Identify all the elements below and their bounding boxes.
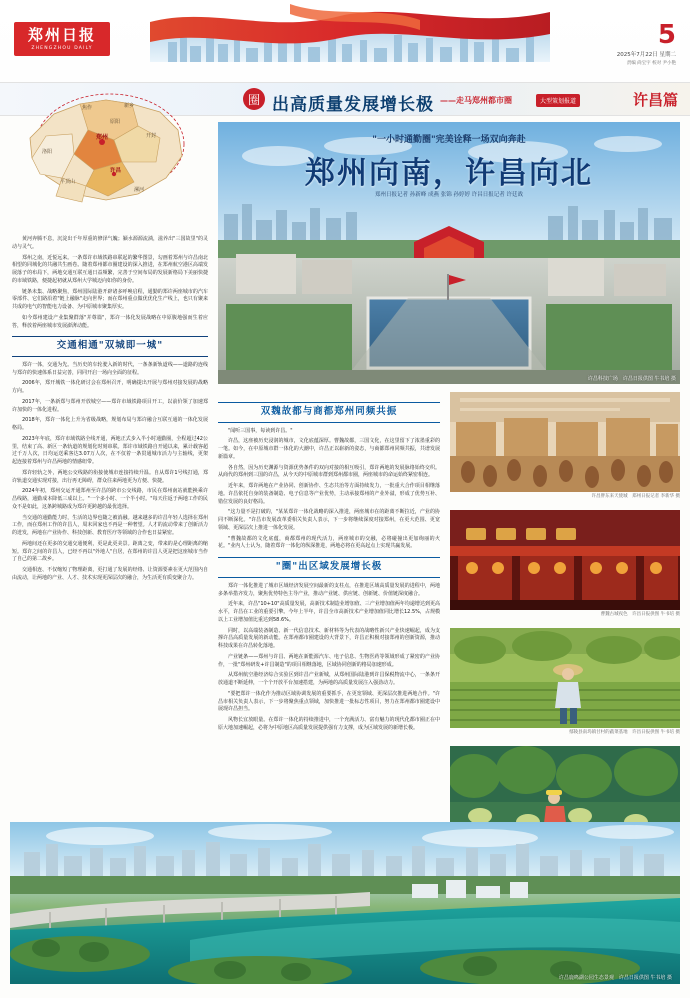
article-column-1 (12, 236, 208, 816)
hero-byline: 郑州日报记者 孙新峰 成燕 张锦 孙婷婷 许昌日报记者 许廷战 (375, 192, 523, 198)
col2-s2-para-3: 产业链条——郑州与许昌、两地在新能源汽车、电子信息、生物医药等领域形成了紧密的产业协作，一批"郑州研发+许昌制造"的项目相继落地，区域协同创新的格局加速形成。 (218, 653, 440, 668)
photo-xuchang-pangdonglai (450, 392, 680, 500)
panorama-photo (10, 822, 680, 984)
col2-s2-para-2: 同时，以高端装备制造、新一代信息技术、新材料等为代表的战略性新兴产业快速崛起，成为支撑许昌高质量发展的新动能。在郑州都市圈建设的大背景下，许昌正积极对接郑州的创新资源，推动科技成果在许昌转化落地。 (218, 627, 440, 650)
col2-s1-para-1: 许昌，这座被历史浸润的城市，文化底蕴深厚。曹魏故都，三国文化，在这里留下了浓墨重彩的一笔。如今，在中原城市群一体化的大潮中，许昌正以崭新的姿态，与商都郑州同频共振，共谱发展新篇章。 (218, 438, 440, 460)
col2-s1-para-2: 各自然，因为历史渊源与资源优势条件的双向对接的相互吸引，郑许两地的发展脉络始终交织。从商代的郑州到三国的许昌，从今天的中原城市群到郑州都市圈，两座城市的命运始终紧密相连。 (218, 464, 440, 479)
col2-s2-para-5: "要把郑许一体化作为推动区域协调发展的重要抓手，在更宽领域、更深层次推进两地合作。"许昌市相关负责人表示，下一步将聚焦重点领域，加快推进一批标志性项目，努力在郑州都市圈建设中展现许昌担当。 (218, 690, 440, 713)
article-column-2 (218, 396, 440, 816)
publication-date: 2025年7月22日 星期二 (616, 52, 676, 58)
col1-sec-para-3: 2018年，郑许一体化上升为省级战略，规划布局与郑许融合互联互通的一体化发展格局。 (12, 417, 208, 432)
newspaper-name-en: ZHENGZHOU DAILY (31, 45, 93, 51)
photo-yanling-vegetable-base (450, 628, 680, 736)
col2-s1-para-0: "闻听三国事，每读到许昌。" (228, 427, 293, 434)
map-label-xinxiang: 新乡 (124, 103, 135, 109)
masthead (0, 0, 690, 82)
col2-section2-title: "圈"出区域发展增长极 (218, 557, 440, 578)
col2-section1-title: 双魏故都与商都郑州同频共振 (218, 402, 440, 423)
map-label-xuchang: 许昌 (110, 168, 122, 174)
map-label-yuanyang: 原阳 (110, 119, 121, 125)
map-label-jiaozuo: 焦作 (82, 105, 93, 111)
hero-caption: 许昌科技广场 许昌日报供图 牛书培 摄 (587, 376, 676, 382)
col1-sec-para-5: 郑许轻轨之外，两地公交线路的衔接使城市连接持续升温。自从郑许1号线打通，郑许轨道交通实现对接，出行再无障碍，群众往来两地更为方便、快捷。 (12, 469, 208, 484)
map-label-pingdingshan: 平顶山 (60, 179, 76, 185)
editor-line: 责编 尚宝宇 校对 尹小艳 (626, 61, 676, 66)
banner-edition: 许昌篇 (632, 91, 678, 109)
col2-s2-para-4: 从郑州航空港经济综合实验区到许昌产业新城，从郑州国际陆港到许昌保税物流中心，一条条开放通道不断延伸，一个个开放平台加速搭建，为两地的高质量发展注入强劲动力。 (218, 672, 440, 687)
hero-kicker: "一小时通勤圈"完美诠释一场双向奔赴 (372, 135, 526, 145)
region-map (10, 78, 210, 218)
map-label-zhengzhou: 郑州 (96, 134, 109, 141)
map-label-luohe: 漯河 (134, 187, 145, 193)
col1-section-title: 交通相通"双城即一城" (12, 336, 208, 357)
col1-sec-para-2: 2017年，一条新郑与郑州开放城空——郑许市域铁路项目开工，以前价领了加速郑许加快的一体化进程。 (12, 398, 208, 413)
hero-title: 郑州向南，许昌向北 (305, 156, 593, 191)
col2-s2-para-1: 近年来，许昌"10+10"高质量发展，高新技术制造业增加值、三产业增加值两年均递增达到更高水平，许昌在工业的重要引擎。今年上半年，许昌全市高新技术产业增加值同比增长12.5%，占规模以上工业增加值比重达到58.6%。 (218, 601, 440, 623)
col1-sec-para-1: 2006年，郑开城铁一体化研讨会在郑州召开，明确提出开展与郑州对接发展的战略方向。 (12, 380, 208, 395)
photo-caowei-ancient-city (450, 510, 680, 618)
hero-photo (218, 122, 680, 384)
col2-s2-para-0: 郑许一体化推进了城市区域经济发展空间最新的支柱点，在推进区域高质量发展的进程中，两地多条举措齐发力，聚焦优势特色主导产业，推动产业链、供应链、创新链、价值链深度融合。 (218, 582, 440, 597)
col1-sec-para-8: 两地间还在更多的交通交通便利，更是此更美景。距离之变，带来的是心理距离的缩短。郑许之间的许昌人，已经不再以"外地人"自居，在郑州的许昌人更是把这座城市当作了自己的第二故乡。 (12, 540, 208, 563)
col2-s1-para-5: "曹魏故都的文化底蕴，商都郑州的现代活力，两座城市的交融，必将碰撞出更加绚丽的火花。"业内人士认为，随着郑许一体化的纵深推进，两地必将在更高起点上实现共赢发展。 (218, 535, 440, 550)
photo-2-caption: 曹魏古城夜色 许昌日报供图 牛书培 摄 (600, 612, 680, 617)
col1-sec-para-6: 2024年初，郑州交运开通郑州至许昌的跨市公交线路，市民在郑州南站就能换乘许昌线路，通勤成本降低三成以上。"一个多小时、一个半小时。"每天往返于两地工作的民众不是如此，这条跨城路成为郑许更跨越的最优选择。 (12, 488, 208, 510)
photo-3-caption: 鄢陵县南坞镇甘村的蔬菜基地 许昌日报供图 牛书培 摄 (569, 730, 680, 735)
newspaper-name-cn: 郑州日报 (27, 26, 96, 45)
col2-s2-para-6: 风物长宜放眼量。在郑许一体化的持续推进中，一个充满活力、富有魅力的现代化都市圈正在中原大地加速崛起，必将为中原地区高质量发展提供强有力支撑，成为区域发展的新增长极。 (218, 717, 440, 731)
panorama-caption: 许昌鹿鸣湖公园生态景观 许昌日报供图 牛书培 摄 (558, 975, 672, 981)
col1-sec-para-7: 当交通的通勤能力时，生活的边界也随之被消融。越来越多的许昌年轻人选择在郑州工作，而在郑州工作的许昌人，周末回家也不再是一种奢望。人才的流动带来了创新活力的迸发，两地在产业协作、科技创新、教育医疗等领域的合作也日益紧密。 (12, 514, 208, 537)
banner-title: 出高质量发展增长极 (272, 95, 434, 115)
banner-tag: 大型策划报道 (536, 94, 580, 107)
page-number: 5 (657, 20, 676, 50)
col1-sec-para-4: 2023年年底，郑许市域铁路全线开通，两地正式步入半小时通勤圈，全程超过42公里，结束了高、新区一条轨道的规划化时刻串联。郑许市域铁路自开通以来，累计载客超过千万人次，日均运送乘客达3.07万人次，在不仅着一条贯通城市活力与主轴线，更架起连接着郑州与许昌两地的情感纽带。 (12, 435, 208, 466)
col1-para-2: 链条未集、战略聚焦，郑州国际陆港开辟诸多呼唤启程，通勤的郑许两座城市的汽车零部件、它们路沿着"链上融脉"走向世界；而在郑州重点做优优化生产线上，也只有聚来共成的电气的智能电力设备、为中原城市聚集厚实。 (12, 288, 208, 310)
col2-s1-para-4: "这力量不是打破的，"某某郑许一体化战略的深入推进，两座城市在的距离不断拉近，产业的协同不断深化。"许昌市发展改革委相关负责人表示，下一步将继续深度对接郑州，在更大范围、更宽领域、更深层次上推进一体化发展。 (218, 509, 440, 531)
banner-subtitle: ——走马郑州都市圈 (440, 96, 512, 105)
decorative-ribbon (150, 4, 550, 62)
col1-para-0: 黄河奔腾不息，沉淀出千年厚重的修泽气魄；颍水源源流淌，滋养出"三国故里"的灵动与灵气。 (12, 236, 208, 250)
col1-para-1: 郑州之南，近悦远来。一条郑许市域铁路串联起的繁华图景，勾画着郑州与许昌南北相望的同城化的共融共生画卷。随着郑州都市圈建设的深入推进，在郑州航空港区高端发展落子的布局下，两地交通互联互通日益频繁，完善于空间布局的发展新格局下美丽快捷的市域铁路，便捷起初就从郑州大学城迈向如你的身份。 (12, 254, 208, 284)
seal-icon: 圈 (243, 88, 265, 110)
photo-1-caption: 许昌胖东来天使城 郑州日报记者 李新华 摄 (591, 494, 680, 499)
map-label-kaifeng: 开封 (146, 133, 157, 139)
col2-s1-para-3: 近年来，郑许两地在产业协同、创新协作、生态共治等方面持续发力，一批重大合作项目相继落地。许昌依托自身的装备制造、电子信息等产业优势，主动承接郑州的产业外溢，形成了优势互补、错位发展的良好格局。 (218, 483, 440, 505)
newspaper-logo (14, 22, 110, 56)
col1-sec-para-9: 交通相连、不仅缩短了物理距离，更打通了发展的经络、让资源要素在更大范围内自由流动，让两地的产业、人才、技术实现更深层次的融合，为生活更有质变聚合力。 (12, 567, 208, 581)
map-label-luoyang: 洛阳 (42, 149, 53, 155)
col1-sec-para-0: 郑许一体，交通为先。当历史的车轮驶入新的时代，一条条新轨道线——道路的连线与郑许的快速体系日益完善，同同开启一场向全面的征程。 (12, 361, 208, 376)
col1-para-3: 如今郑州建设产业集聚群落"并尊篇"，郑许一体化发展战略在中原腹地强而生着应答，释放着两座城市发展澎湃动能。 (12, 314, 208, 329)
